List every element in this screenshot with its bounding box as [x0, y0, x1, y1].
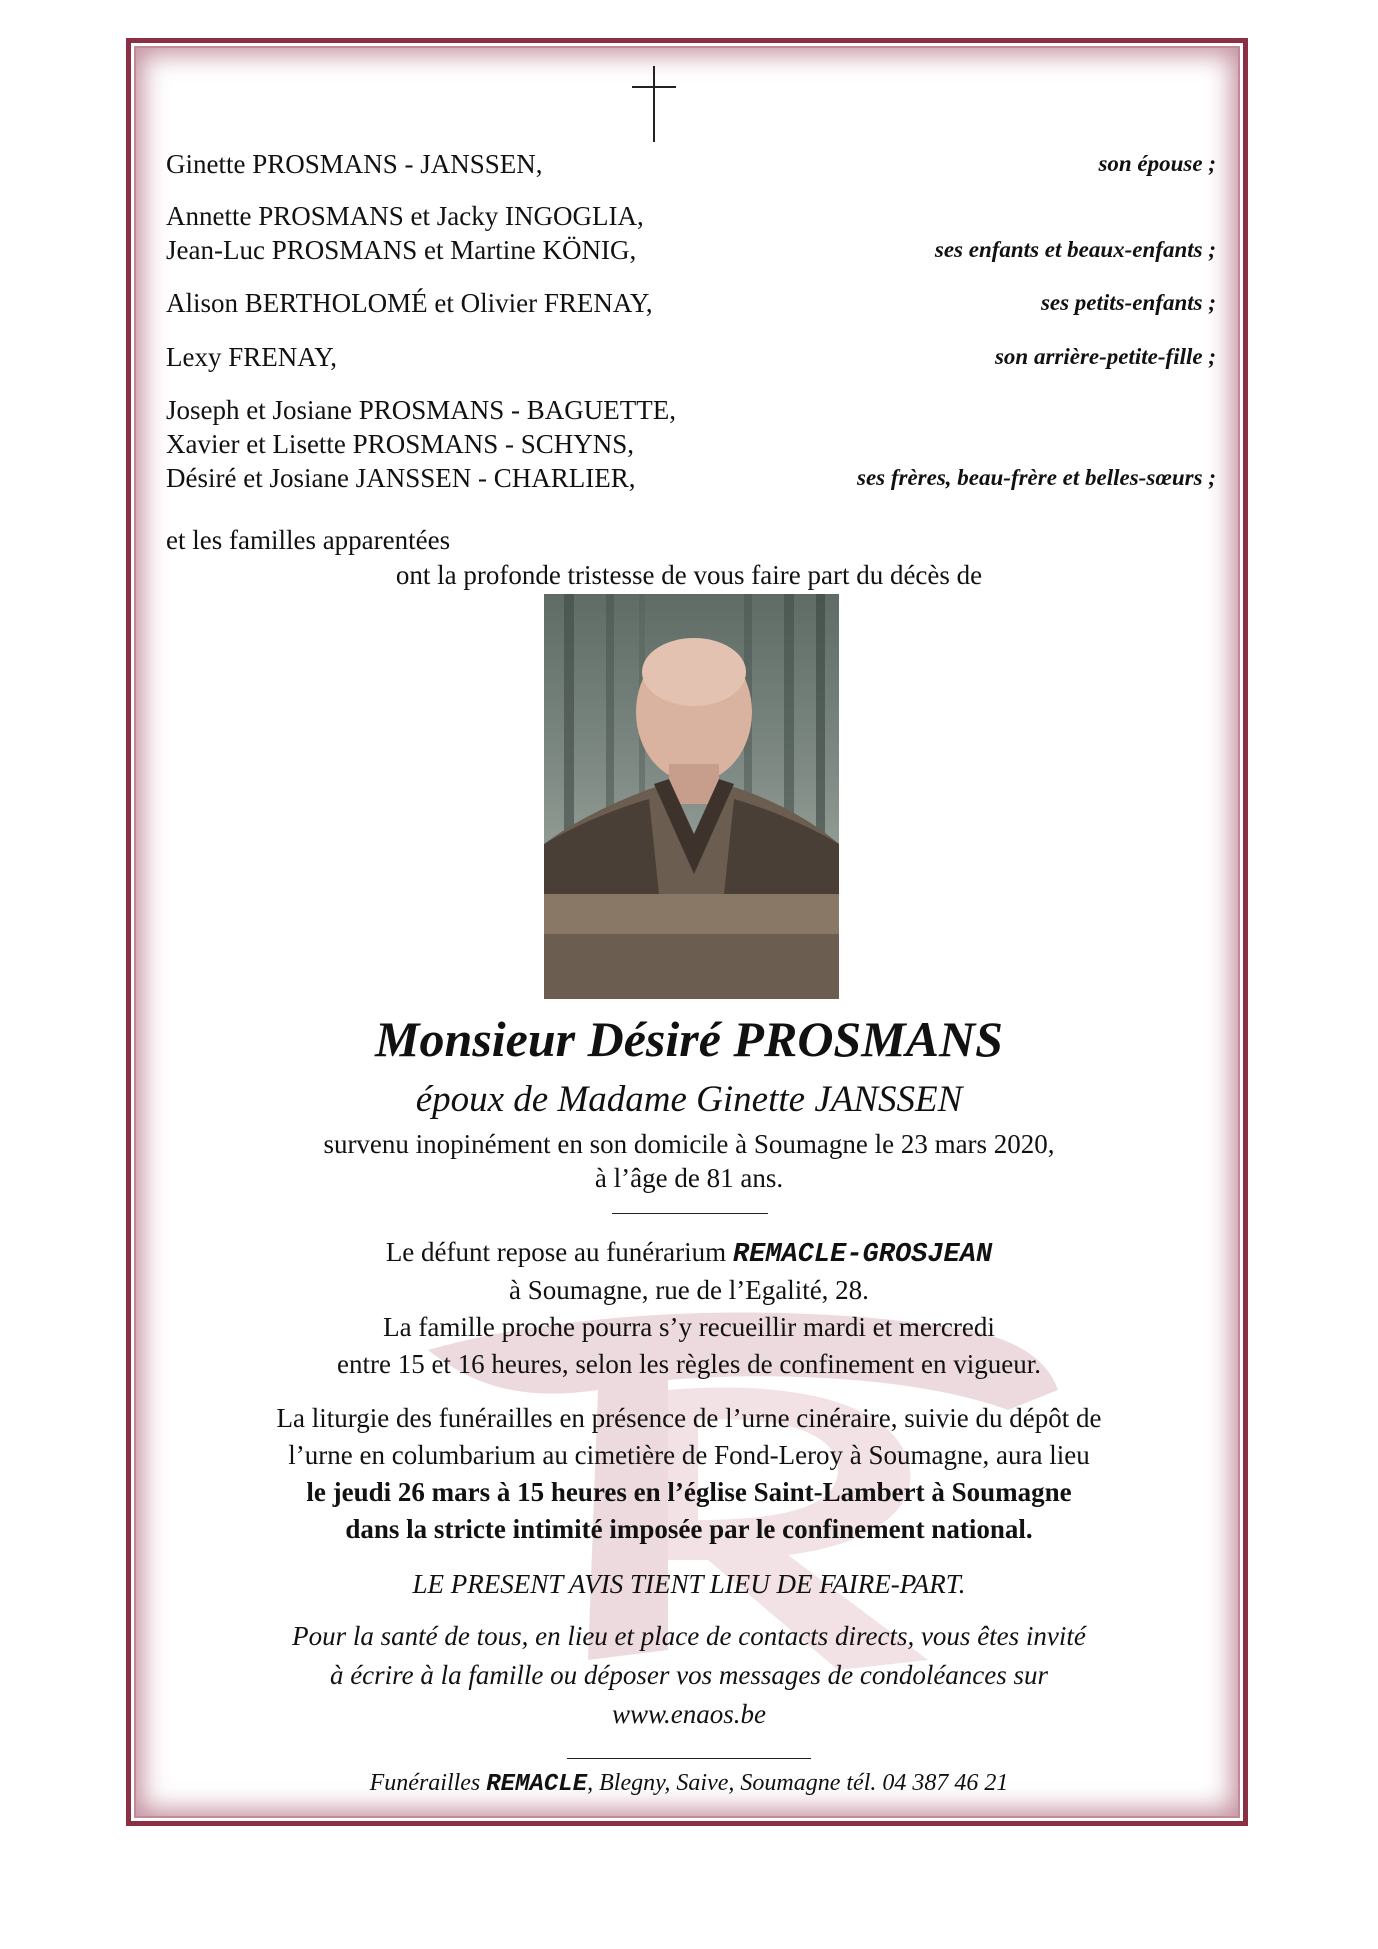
age-at-death: à l’âge de 81 ans. — [594, 1163, 784, 1193]
footer-contact: , Blegny, Saive, Soumagne tél. 04 387 46 21 — [587, 1770, 1009, 1796]
health-line-2: à écrire à la famille ou déposer vos messages de condoléances sur — [329, 1660, 1049, 1690]
related-families: et les familles apparentées — [166, 525, 451, 555]
portrait-photo — [544, 594, 839, 999]
footer-prefix: Funérailles — [369, 1770, 487, 1796]
footer-divider — [567, 1758, 811, 1759]
family-name: Jean-Luc PROSMANS et Martine KÖNIG, — [166, 235, 637, 265]
funerarium-line-1 — [0, 1237, 1378, 1270]
family-entry-spouse — [166, 147, 1216, 181]
notice-text: LE PRESENT AVIS TIENT LIEU DE FAIRE-PART. — [412, 1569, 966, 1599]
deceased-name: Monsieur Désiré PROSMANS — [375, 1011, 1003, 1067]
family-role: ses frères, beau-frère et belles-sœurs ; — [857, 465, 1216, 490]
death-details: survenu inopinément en son domicile à Soumagne le 23 mars 2020, — [323, 1129, 1055, 1159]
footer-brand: REMACLE — [486, 1771, 588, 1798]
divider — [612, 1213, 768, 1214]
family-name: Lexy FRENAY, — [166, 342, 338, 372]
family-role: son épouse ; — [1098, 151, 1216, 176]
visiting-hours: entre 15 et 16 heures, selon les règles de confinement en vigueur. — [336, 1349, 1042, 1379]
funerarium-prefix: Le défunt repose au funérarium — [385, 1237, 733, 1267]
family-entry-children — [166, 199, 1216, 267]
announcement-text: ont la profonde tristesse de vous faire part du décès de — [395, 560, 983, 590]
visiting-info: La famille proche pourra s’y recueillir mardi et mercredi — [383, 1312, 995, 1342]
health-line-1: Pour la santé de tous, en lieu et place de contacts directs, vous êtes invité — [292, 1621, 1086, 1651]
family-name: Annette PROSMANS et Jacky INGOGLIA, — [166, 201, 644, 231]
deceased-spouse: époux de Madame Ginette JANSSEN — [415, 1079, 963, 1120]
family-name: Xavier et Lisette PROSMANS - SCHYNS, — [166, 429, 635, 459]
liturgy-date: le jeudi 26 mars à 15 heures en l’église Saint-Lambert à Soumagne — [306, 1477, 1072, 1507]
footer — [0, 1770, 1378, 1798]
funerarium-address: à Soumagne, rue de l’Egalité, 28. — [509, 1275, 869, 1305]
funerarium-name: REMACLE-GROSJEAN — [732, 1240, 993, 1270]
liturgy-line-1: La liturgie des funérailles en présence de l’urne cinéraire, suivie du dépôt de — [276, 1403, 1102, 1433]
family-role: ses enfants et beaux-enfants ; — [934, 237, 1216, 262]
family-name: Joseph et Josiane PROSMANS - BAGUETTE, — [166, 395, 676, 425]
family-entry-great-grandchild — [166, 340, 1216, 374]
website-link[interactable]: www.enaos.be — [612, 1699, 766, 1729]
family-name: Ginette PROSMANS - JANSSEN, — [166, 149, 543, 179]
cross-icon — [632, 66, 676, 142]
family-role: son arrière-petite-fille ; — [994, 344, 1216, 369]
family-entry-siblings — [166, 393, 1216, 495]
family-name: Alison BERTHOLOMÉ et Olivier FRENAY, — [166, 288, 653, 318]
family-entry-grandchildren — [166, 286, 1216, 320]
family-name: Désiré et Josiane JANSSEN - CHARLIER, — [166, 463, 636, 493]
liturgy-intimacy: dans la stricte intimité imposée par le confinement national. — [345, 1514, 1033, 1544]
family-role: ses petits-enfants ; — [1040, 290, 1216, 315]
liturgy-line-2: l’urne en columbarium au cimetière de Fond-Leroy à Soumagne, aura lieu — [288, 1440, 1090, 1470]
